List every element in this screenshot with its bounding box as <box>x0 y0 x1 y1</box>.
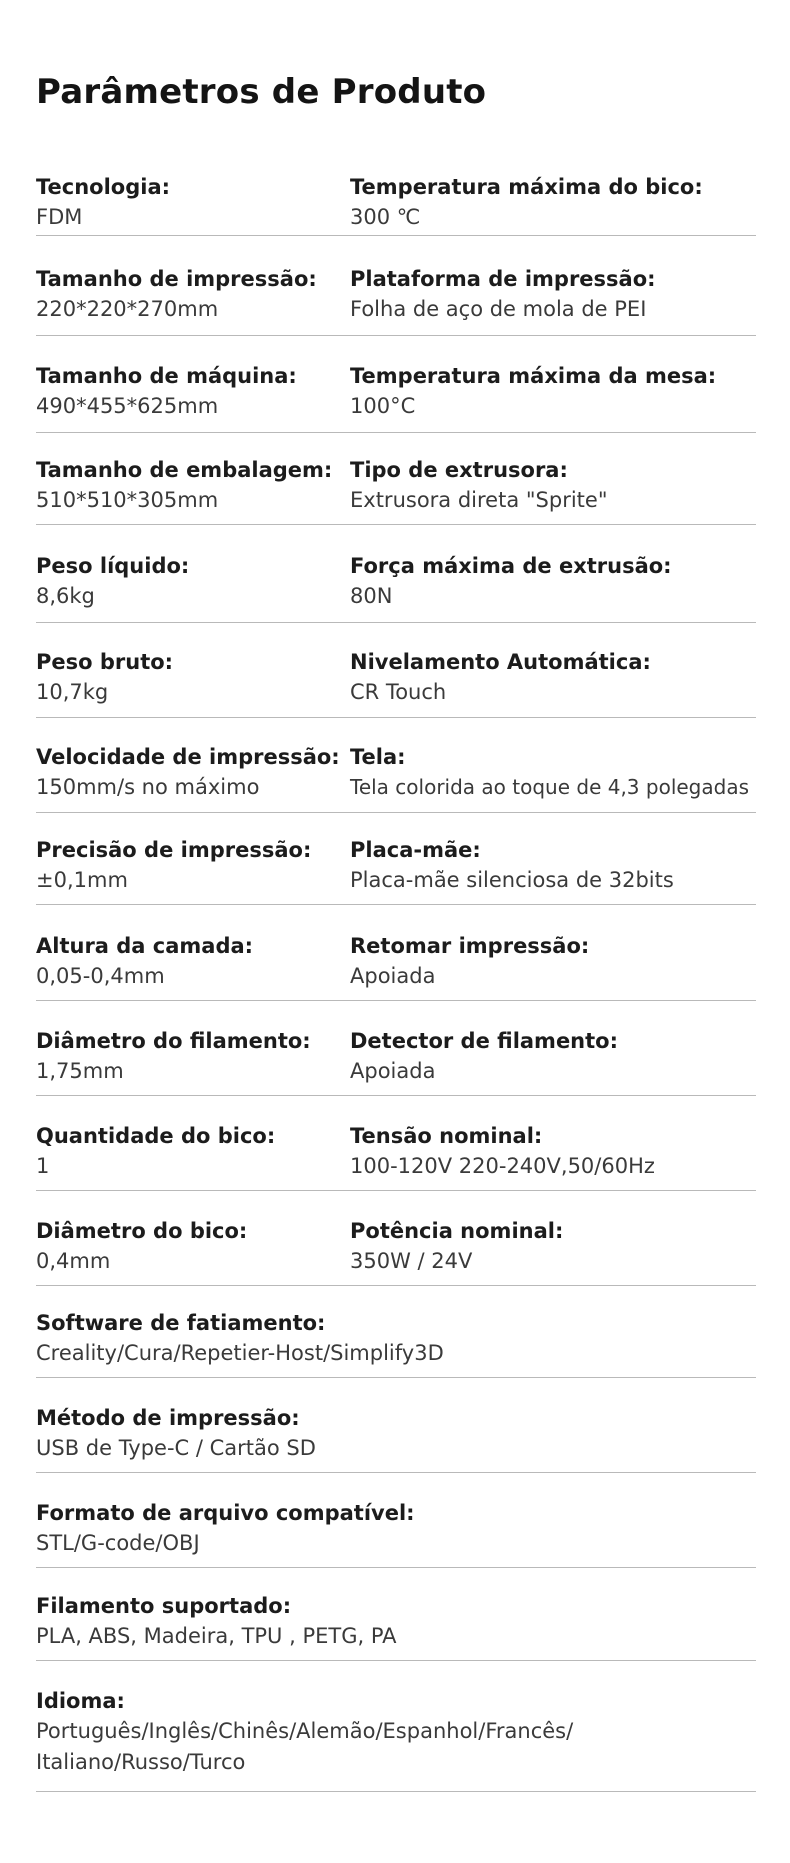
spec-row <box>36 813 756 905</box>
spec-row <box>36 1191 756 1286</box>
spec-label: Força máxima de extrusão: <box>350 554 672 578</box>
spec-label: Detector de filamento: <box>350 1029 618 1053</box>
spec-value: Folha de aço de mola de PEI <box>350 297 647 321</box>
spec-value: 1 <box>36 1154 50 1178</box>
spec-label: Retomar impressão: <box>350 934 590 958</box>
page-title: Parâmetros de Produto <box>36 72 487 112</box>
spec-value: Apoiada <box>350 1059 436 1083</box>
spec-table <box>36 168 756 1792</box>
spec-value: Creality/Cura/Repetier-Host/Simplify3D <box>36 1341 444 1365</box>
spec-value: 100-120V 220-240V,50/60Hz <box>350 1154 655 1178</box>
spec-label: Quantidade do bico: <box>36 1124 276 1148</box>
spec-label: Tensão nominal: <box>350 1124 543 1148</box>
spec-value: FDM <box>36 205 83 229</box>
spec-label: Tela: <box>350 745 406 769</box>
spec-label: Peso bruto: <box>36 650 174 674</box>
spec-row <box>36 1096 756 1191</box>
spec-label: Velocidade de impressão: <box>36 745 340 769</box>
spec-row <box>36 168 756 236</box>
spec-value: Placa-mãe silenciosa de 32bits <box>350 868 674 892</box>
spec-row <box>36 905 756 1001</box>
spec-label: Tamanho de embalagem: <box>36 458 333 482</box>
spec-value: USB de Type-C / Cartão SD <box>36 1436 316 1460</box>
spec-value: CR Touch <box>350 680 447 704</box>
spec-label: Idioma: <box>36 1689 125 1713</box>
spec-value: 1,75mm <box>36 1059 124 1083</box>
spec-row-full <box>36 1568 756 1661</box>
spec-value: Extrusora direta "Sprite" <box>350 488 608 512</box>
spec-label: Método de impressão: <box>36 1406 300 1430</box>
spec-label: Filamento suportado: <box>36 1594 292 1618</box>
spec-value: Tela colorida ao toque de 4,3 polegadas <box>350 775 750 799</box>
spec-value: ±0,1mm <box>36 868 128 892</box>
spec-row <box>36 433 756 525</box>
spec-row <box>36 1001 756 1096</box>
spec-value: 8,6kg <box>36 584 95 608</box>
spec-row-full <box>36 1661 756 1792</box>
spec-value: 350W / 24V <box>350 1249 473 1273</box>
spec-row <box>36 236 756 336</box>
spec-label: Plataforma de impressão: <box>350 267 656 291</box>
spec-row-full <box>36 1378 756 1473</box>
spec-value: PLA, ABS, Madeira, TPU , PETG, PA <box>36 1624 397 1648</box>
spec-label: Temperatura máxima do bico: <box>350 175 703 199</box>
spec-row <box>36 718 756 813</box>
spec-label: Altura da camada: <box>36 934 254 958</box>
spec-row-full <box>36 1473 756 1568</box>
spec-row <box>36 336 756 433</box>
spec-value: 0,4mm <box>36 1249 111 1273</box>
spec-row <box>36 623 756 718</box>
spec-label: Tecnologia: <box>36 175 171 199</box>
spec-value: Apoiada <box>350 964 436 988</box>
spec-label: Temperatura máxima da mesa: <box>350 364 717 388</box>
spec-label: Peso líquido: <box>36 554 190 578</box>
spec-value: 510*510*305mm <box>36 488 219 512</box>
spec-value: 220*220*270mm <box>36 297 219 321</box>
spec-value: 490*455*625mm <box>36 394 219 418</box>
spec-label: Software de fatiamento: <box>36 1311 326 1335</box>
spec-label: Diâmetro do filamento: <box>36 1029 311 1053</box>
spec-value: 100°C <box>350 394 416 418</box>
spec-row <box>36 525 756 623</box>
spec-value: 300 ℃ <box>350 205 421 229</box>
spec-label: Diâmetro do bico: <box>36 1219 248 1243</box>
spec-label: Placa-mãe: <box>350 838 481 862</box>
spec-value: Português/Inglês/Chinês/Alemão/Espanhol/Francês/ Italiano/Russo/Turco <box>36 1719 574 1774</box>
spec-value: STL/G-code/OBJ <box>36 1531 200 1555</box>
spec-value: 10,7kg <box>36 680 109 704</box>
spec-label: Formato de arquivo compatível: <box>36 1501 415 1525</box>
spec-label: Precisão de impressão: <box>36 838 312 862</box>
spec-label: Nivelamento Automática: <box>350 650 651 674</box>
spec-label: Tamanho de máquina: <box>36 364 297 388</box>
spec-row-full <box>36 1286 756 1378</box>
spec-label: Tipo de extrusora: <box>350 458 568 482</box>
spec-label: Tamanho de impressão: <box>36 267 317 291</box>
spec-value: 150mm/s no máximo <box>36 775 260 799</box>
spec-value: 0,05-0,4mm <box>36 964 165 988</box>
spec-value: 80N <box>350 584 393 608</box>
spec-label: Potência nominal: <box>350 1219 564 1243</box>
